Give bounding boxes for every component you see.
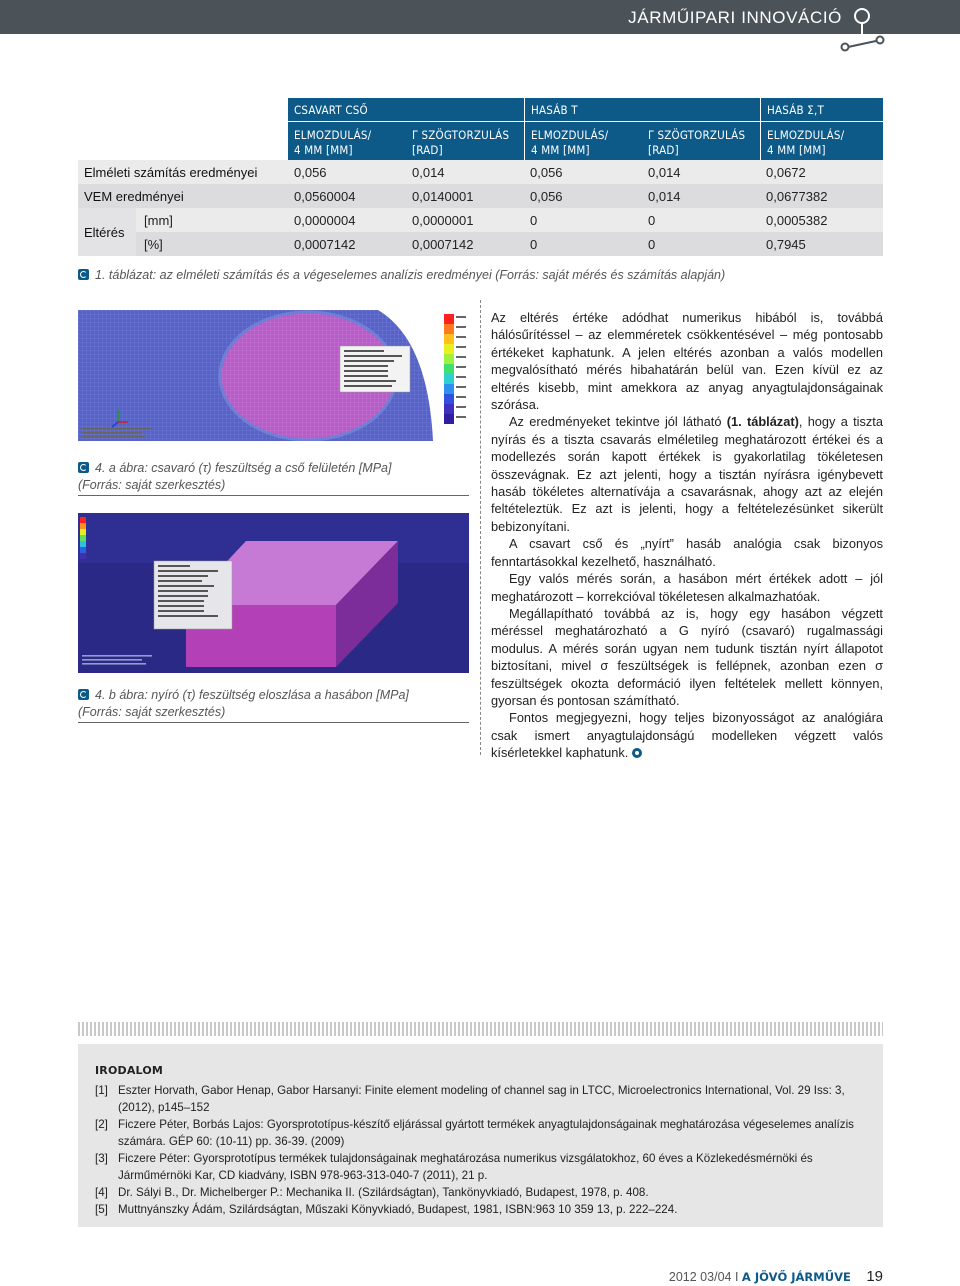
figure-4b-prism-stress: [78, 513, 469, 673]
page-header: [0, 0, 960, 34]
table-cell: 0,0000004: [288, 208, 406, 232]
reference-item: [4] Dr. Sályi B., Dr. Michelberger P.: Mechanika II. (Szilárdságtan), Tankönyvkiadó, Budapest, 1978, p. 408.: [95, 1186, 649, 1199]
results-table: [78, 98, 883, 256]
reference-item: [3] Ficzere Péter: Gyorsprototípus termékek tulajdonságainak meghatározása numerikus vizsgálatokhoz, 60 éves a Közlekedésmérnöki és Járműmérnöki Kar, CD kiadvány, ISBN 978-963-313-040-7 (2011), 21 p.: [95, 1152, 813, 1182]
sub-header: ELMOZDULÁS/ 4 MM [MM]: [288, 122, 406, 160]
group-header-pipe: CSAVART CSŐ: [288, 98, 524, 122]
sub-header: Γ SZÖGTORZULÁS [RAD]: [642, 122, 760, 160]
table-cell: 0,7945: [760, 232, 883, 256]
table-cell: 0,0560004: [288, 184, 406, 208]
reference-item: [1] Eszter Horvath, Gabor Henap, Gabor Harsanyi: Finite element modeling of channel sag in LTCC, Microelectronics International, Vol. 29 Iss: 3, (2012), p145–152: [95, 1084, 845, 1114]
table-cell: 0,014: [406, 160, 524, 184]
caption-arrow-icon: [78, 689, 89, 700]
references-box: [78, 1044, 883, 1227]
table-cell: 0: [642, 208, 760, 232]
table-row: [78, 232, 883, 256]
sub-header: ELMOZDULÁS/ 4 MM [MM]: [760, 122, 883, 160]
body-text: [491, 309, 883, 762]
paragraph: A csavart cső és „nyírt” hasáb analógia csak bizonyos fenntartásokkal kezelhető, használható.: [491, 536, 883, 569]
reference-item: [5] Muttnyánszky Ádám, Szilárdságtan, Műszaki Könyvkiadó, Budapest, 1981, ISBN:963 10 359 13, p. 222–224.: [95, 1203, 678, 1216]
references-title: IRODALOM: [95, 1064, 164, 1077]
table-cell: 0: [642, 232, 760, 256]
table-cell: 0,014: [642, 184, 760, 208]
paragraph: Fontos megjegyezni, hogy teljes bizonyosságot az analógiára csak ismert anyagtulajdonságú modelleken végzett valós kísérletekkel kaphatunk.: [491, 710, 883, 761]
table-cell: 0,0005382: [760, 208, 883, 232]
table-row: [78, 184, 883, 208]
table-cell: 0,056: [524, 160, 642, 184]
footer-separator: I: [734, 1270, 739, 1284]
figure-4a-caption: 4. a ábra: csavaró (τ) feszültség a cső felületén [MPa] (Forrás: saját szerkesztés): [78, 461, 392, 492]
paragraph: Az eredményeket tekintve jól látható (1. táblázat), hogy a tiszta nyírás és a tiszta csavarás elméletileg meghatározott értékei és a modellezés során kapott értékek is gyakorlatilag tökéletesen összevágnak. Ez azt jelenti, hogy a tisztán nyírásra igénybevett hasáb tökéletes alternatívája a csavarásnak, ahogy azt az elején feltételeztük. Ez azt is jelenti, hogy a feltételezésünket sikerült bebizonyítani.: [491, 414, 883, 534]
figure-4a-pipe-stress: [78, 310, 469, 441]
table-cell: 0,0000001: [406, 208, 524, 232]
row-unit: [mm]: [136, 208, 288, 232]
hatched-separator: [78, 1022, 883, 1036]
table-caption: 1. táblázat: az elméleti számítás és a végeselemes analízis eredményei (Forrás: saját mérés és számítás alapján): [78, 267, 883, 284]
pipe-model-image: [78, 310, 469, 441]
row-label: VEM eredményei: [78, 184, 288, 208]
page-footer: [669, 1268, 883, 1285]
section-title: JÁRMŰIPARI INNOVÁCIÓ: [628, 8, 842, 27]
prism-model-image: [78, 513, 469, 673]
table-row: [78, 160, 883, 184]
column-divider: [480, 300, 481, 755]
table-cell: 0: [524, 208, 642, 232]
row-label: Elméleti számítás eredményei: [78, 160, 288, 184]
magazine-name: A JÖVŐ JÁRMŰVE: [741, 1270, 851, 1284]
sub-header: ELMOZDULÁS/ 4 MM [MM]: [524, 122, 642, 160]
table-reference: (1. táblázat): [726, 414, 799, 430]
group-header-prism-tau: HASÁB Τ: [524, 98, 760, 122]
figure-4b-caption: 4. b ábra: nyíró (τ) feszültség eloszlása a hasábon [MPa] (Forrás: saját szerkesztés): [78, 688, 409, 719]
page-number: 19: [866, 1268, 883, 1285]
caption-arrow-icon: [78, 269, 89, 280]
reference-item: [2] Ficzere Péter, Borbás Lajos: Gyorsprototípus-készítő eljárással gyártott termékek anyagtulajdonságainak meghatározása végeselemes analízis számára. GÉP 60: (10-11) pp. 36-39. (2009): [95, 1118, 854, 1148]
table-cell: 0: [524, 232, 642, 256]
table-cell: 0,0672: [760, 160, 883, 184]
caption-rule: [78, 495, 469, 496]
table-cell: 0,0677382: [760, 184, 883, 208]
table-cell: 0,0007142: [406, 232, 524, 256]
row-label-difference: Eltérés: [78, 208, 136, 256]
row-unit: [%]: [136, 232, 288, 256]
paragraph: Megállapítható továbbá az is, hogy egy hasábon végzett méréssel meghatározható a G nyíró (csavaró) rugalmassági modulus. A mérés során ugyan nem tudunk tisztán nyírt állapotot biztosítani, mivel σ feszültségek is fellépnek, azonban ezen σ feszültségek okozta deformáció ilyen feltételek mellett könnyen, gyorsan és pontosan számítható.: [491, 605, 883, 708]
table-row: [78, 208, 883, 232]
sub-header: Γ SZÖGTORZULÁS [RAD]: [406, 122, 524, 160]
issue-number: 2012 03/04: [668, 1270, 732, 1284]
table-cell: 0,056: [288, 160, 406, 184]
end-of-article-icon: [632, 748, 642, 758]
table-cell: 0,014: [642, 160, 760, 184]
caption-arrow-icon: [78, 462, 89, 473]
caption-rule: [78, 722, 469, 723]
group-header-prism-sigma-tau: HASÁB Σ,Τ: [760, 98, 883, 122]
paragraph: Az eltérés értéke adódhat numerikus hibából is, továbbá hálósűrítéssel – az elemméretek csökkentésével – még pontosabb értékeket kaphatunk. A jelen eltérés azonban a valós modellen megvalósítható mérés hibahatárán belül van. Ezen kívül ez az eltérés kisebb, mint amekkora az anyag anyagtulajdonságainak szórása.: [491, 310, 883, 413]
table-cell: 0,0007142: [288, 232, 406, 256]
table-cell: 0,056: [524, 184, 642, 208]
paragraph: Egy valós mérés során, a hasábon mért értékek adott – jól meghatározott – korrekcióval tökéletesen alkalmazhatóak.: [491, 571, 883, 604]
table-cell: 0,0140001: [406, 184, 524, 208]
